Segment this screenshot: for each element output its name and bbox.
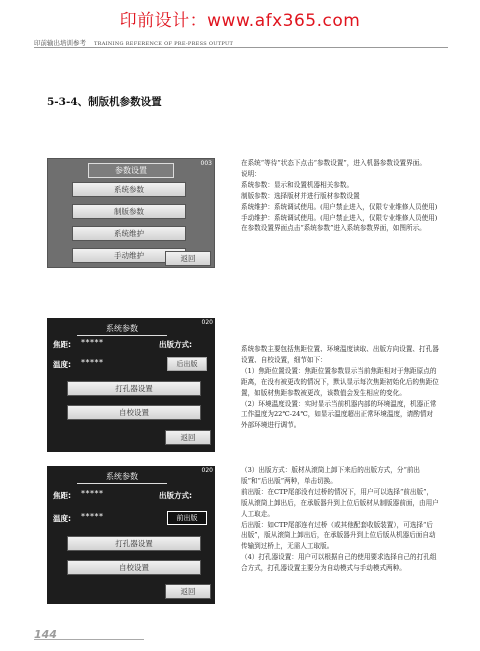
system-params-button[interactable]: 系统参数 [72,182,186,197]
text-block-output-mode [241,465,439,574]
focus-label: 焦距: [53,491,71,500]
paragraph: 手动维护：系统调试使用。(用户禁止进入，仅限专业维修人员使用) [241,213,438,222]
screen-title: 参数设置 [88,163,174,178]
self-check-settings-button[interactable]: 自校设置 [67,560,201,575]
running-head [34,38,233,47]
temperature-value: ***** [81,512,104,521]
paragraph: 在参数设置界面点击“系统参数”进入系统参数界面，如图所示。 [241,224,426,233]
output-mode-label: 出版方式: [159,340,192,349]
plate-params-button[interactable]: 制版参数 [72,204,186,219]
temperature-label: 温度: [53,360,71,369]
focus-label: 焦距: [53,340,71,349]
paragraph: 制版参数：选择版材并进行版材参数设置 [241,191,360,200]
temperature-label: 温度: [53,514,71,523]
self-check-settings-button[interactable]: 自校设置 [67,405,201,420]
paragraph: （1）焦距位置设置：焦距位置参数显示当前焦距相对于焦距原点的距离，在没有被更改的情况下，默认显示每次焦距初始化后的焦距位置，如版材焦距参数被更改，该数值会发生相应的变化。 [241,366,439,397]
screen-title: 系统参数 [77,470,167,484]
paragraph: （3）出版方式：版材从滚筒上卸下来后的出版方式，分“前出版”和“后出版”两种，单击切换。 [241,466,421,485]
focus-value: ***** [81,338,104,347]
output-mode-label: 出版方式: [159,491,192,500]
running-head-cn: 印前输出培训参考 [34,39,86,47]
output-mode-toggle[interactable]: 前出版 [167,511,207,525]
paragraph: 前出版：在CTP尾部没有过桥的情况下，用户可以选择“前出版”，版从滚筒上卸出后，在承版器升到上位后版材从制版器前面，由用户人工取走。 [241,487,439,518]
screen-id: 003 [200,160,212,167]
paragraph: 说明： [241,169,261,178]
paragraph: 在系统“等待”状态下点击“参数设置”，进入机器参数设置界面。 [241,159,426,167]
back-button[interactable]: 返回 [165,251,211,266]
screen-title: 系统参数 [77,322,167,336]
parameter-settings-screen [47,158,215,268]
screen-id: 020 [201,467,213,474]
header-rule [34,47,448,48]
system-maintenance-button[interactable]: 系统维护 [72,226,186,241]
footer-rule [34,639,144,640]
running-head-en: TRAINING REFERENCE OF PRE-PRESS OUTPUT [94,41,234,47]
paragraph: 后出版：如CTP尾部连有过桥（或其他配套收版装置），可选择“后出版”，版从滚筒上卸出后，在承版器升到上位后版从机器后面自动传输到过桥上，无需人工取版。 [241,520,436,551]
punch-settings-button[interactable]: 打孔器设置 [67,381,201,396]
system-params-screen-front [47,466,215,604]
back-button[interactable]: 返回 [165,584,211,599]
output-mode-toggle[interactable]: 后出版 [167,357,207,371]
paragraph: 系统参数主要包括焦距位置、环境温度读取、出版方向设置、打孔器设置、自校设置，细节如下： [241,345,439,364]
paragraph: 系统参数：显示和设置机器相关参数。 [241,180,354,189]
system-params-screen-rear [47,318,215,452]
section-title: 5-3-4、制版机参数设置 [47,96,162,108]
paragraph: （2）环境温度设置：实时显示当前机器内部的环境温度，机器正常工作温度为22℃-24℃，如显示温度超出正常环境温度，请酌情对外部环境进行调节。 [241,399,437,430]
focus-value: ***** [81,489,104,498]
screen-id: 020 [201,319,213,326]
manual-maintenance-button[interactable]: 手动维护 [72,248,186,263]
text-block-parameter-settings [241,158,439,234]
back-button[interactable]: 返回 [165,430,211,445]
paragraph: （4）打孔器设置：用户可以根据自己的使用要求选择自己的打孔组合方式，打孔器设置主要分为自动模式与手动模式两种。 [241,553,437,573]
watermark-banner: 印前设计：www.afx365.com [119,11,361,31]
temperature-value: ***** [81,358,104,367]
page-number: 144 [34,628,57,641]
paragraph: 系统维护：系统调试使用。(用户禁止进入，仅限专业维修人员使用) [241,202,438,211]
punch-settings-button[interactable]: 打孔器设置 [67,536,201,551]
text-block-system-params [241,344,439,431]
